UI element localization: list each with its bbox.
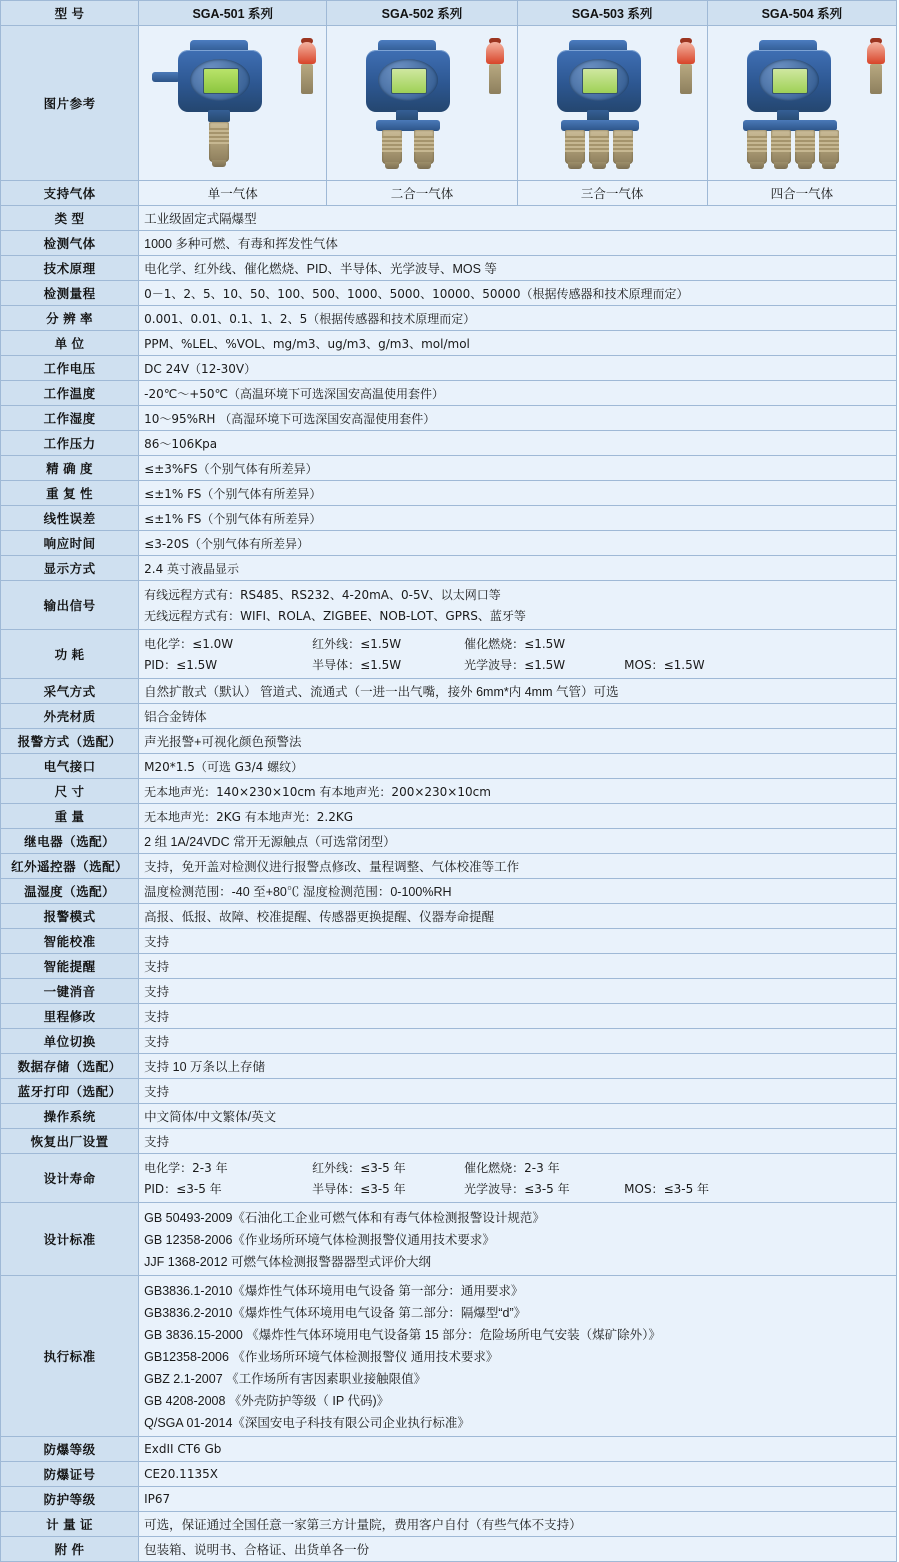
standard-line: GB 4208-2008 《外壳防护等级（ IP 代码)》: [144, 1394, 390, 1408]
table-row: [1, 754, 897, 779]
model-header-504: SGA-504 系列: [707, 1, 896, 26]
row-value: 电化学、红外线、催化燃烧、PID、半导体、光学波导、MOS 等: [139, 256, 897, 281]
sensor-rings: [209, 128, 229, 144]
row-value: ≤±1% FS（个别气体有所差异）: [139, 506, 897, 531]
table-row: [1, 804, 897, 829]
sensor-tip: [385, 162, 399, 169]
table-row: [1, 331, 897, 356]
row-label: 一键消音: [1, 979, 139, 1004]
table-row-design-standards: [1, 1203, 897, 1276]
gas-support-501: 单一气体: [139, 181, 327, 206]
table-row: [1, 506, 897, 531]
detector-illustration-dual: [332, 32, 512, 174]
row-label: 技术原理: [1, 256, 139, 281]
sensor-tip: [212, 160, 226, 167]
table-row: [1, 1029, 897, 1054]
row-label: 检测气体: [1, 231, 139, 256]
row-label-power: 功 耗: [1, 630, 139, 679]
row-label: 重 复 性: [1, 481, 139, 506]
sensor-rings: [819, 136, 839, 152]
row-label: 报警方式（选配）: [1, 729, 139, 754]
row-value: 2 组 1A/24VDC 常开无源触点（可选常闭型）: [139, 829, 897, 854]
sensor-probe: [589, 130, 609, 164]
row-value: 支持: [139, 1129, 897, 1154]
sensor-probe: [565, 130, 585, 164]
table-row: [1, 531, 897, 556]
model-header-502: SGA-502 系列: [327, 1, 517, 26]
row-value: 无本地声光：140×230×10cm 有本地声光：200×230×10cm: [139, 779, 897, 804]
row-value: 支持: [139, 954, 897, 979]
sensor-tip: [750, 162, 764, 169]
gas-support-504: 四合一气体: [707, 181, 896, 206]
row-value: 包装箱、说明书、合格证、出货单各一份: [139, 1537, 897, 1562]
detector-illustration-triple: [523, 32, 703, 174]
detector-illustration-single: [144, 32, 324, 174]
row-value: -20℃～+50℃（高温环境下可选深国安高温使用套件）: [139, 381, 897, 406]
beacon-post-icon: [301, 64, 313, 94]
sensor-rings: [565, 136, 585, 152]
table-row: [1, 356, 897, 381]
row-label: 重 量: [1, 804, 139, 829]
standard-line: GB 50493-2009《石油化工企业可燃气体和有毒气体检测报警设计规范》: [144, 1211, 545, 1225]
table-row: [1, 1079, 897, 1104]
sensor-probe: [747, 130, 767, 164]
row-label: 精 确 度: [1, 456, 139, 481]
row-value: 工业级固定式隔爆型: [139, 206, 897, 231]
table-row: [1, 854, 897, 879]
life-item: 电化学：2-3 年: [144, 1161, 228, 1175]
sensor-rings: [382, 136, 402, 152]
power-item: 催化燃烧：≤1.5W: [464, 637, 566, 651]
row-value: 0.001、0.01、0.1、1、2、5（根据传感器和技术原理而定）: [139, 306, 897, 331]
row-label: 检测量程: [1, 281, 139, 306]
row-value: CE20.1135X: [139, 1462, 897, 1487]
sensor-probe: [382, 130, 402, 164]
model-header-503: SGA-503 系列: [517, 1, 707, 26]
sensor-probe: [795, 130, 815, 164]
row-label: 计 量 证: [1, 1512, 139, 1537]
life-item: 红外线：≤3-5 年: [312, 1161, 406, 1175]
row-label: 温湿度（选配）: [1, 879, 139, 904]
table-row: [1, 1437, 897, 1462]
table-row: [1, 1462, 897, 1487]
sensor-rings: [771, 136, 791, 152]
row-label: 类 型: [1, 206, 139, 231]
row-value-power: [139, 630, 897, 679]
row-label: 线性误差: [1, 506, 139, 531]
row-label: 报警模式: [1, 904, 139, 929]
gas-support-502: 二合一气体: [327, 181, 517, 206]
standard-line: GB3836.1-2010《爆炸性气体环境用电气设备 第一部分：通用要求》: [144, 1284, 524, 1298]
table-row: [1, 954, 897, 979]
power-item: 半导体：≤1.5W: [312, 658, 402, 672]
table-row: [1, 206, 897, 231]
power-item: MOS：≤1.5W: [624, 658, 705, 672]
power-line-2: [144, 654, 891, 675]
device-faceplate: [759, 59, 819, 101]
beacon-post-icon: [870, 64, 882, 94]
sensor-rings: [613, 136, 633, 152]
row-label: 数据存储（选配）: [1, 1054, 139, 1079]
row-label-model: 型 号: [1, 1, 139, 26]
detector-illustration-quad: [713, 32, 893, 174]
device-display-screen: [391, 68, 427, 94]
row-value: 支持: [139, 929, 897, 954]
table-row: [1, 929, 897, 954]
sensor-tip: [822, 162, 836, 169]
life-item: PID：≤3-5 年: [144, 1182, 222, 1196]
device-display-screen: [203, 68, 239, 94]
gas-support-503: 三合一气体: [517, 181, 707, 206]
row-value: 铝合金铸体: [139, 704, 897, 729]
row-value: 支持 10 万条以上存储: [139, 1054, 897, 1079]
output-wireless-line: 无线远程方式有：WIFI、ROLA、ZIGBEE、NOB-LOT、GPRS、蓝牙等: [144, 609, 526, 623]
row-label: 工作电压: [1, 356, 139, 381]
product-image-501: [139, 26, 327, 181]
row-value: 高报、低报、故障、校准提醒、传感器更换提醒、仪器寿命提醒: [139, 904, 897, 929]
beacon-post-icon: [680, 64, 692, 94]
row-label: 智能校准: [1, 929, 139, 954]
row-label: 工作温度: [1, 381, 139, 406]
device-display-screen: [582, 68, 618, 94]
sensor-probe: [613, 130, 633, 164]
device-faceplate: [190, 59, 250, 101]
row-value-design-life: [139, 1154, 897, 1203]
row-label: 蓝牙打印（选配）: [1, 1079, 139, 1104]
row-value-execution-standards: [139, 1276, 897, 1437]
row-label: 工作压力: [1, 431, 139, 456]
device-housing: [557, 50, 641, 112]
row-value: 86～106Kpa: [139, 431, 897, 456]
alarm-lamp-icon: [298, 42, 316, 64]
power-item: 光学波导：≤1.5W: [464, 658, 566, 672]
sensor-tip: [417, 162, 431, 169]
sensor-probe: [771, 130, 791, 164]
alarm-lamp-icon: [486, 42, 504, 64]
row-label: 响应时间: [1, 531, 139, 556]
table-row: [1, 1537, 897, 1562]
table-row: [1, 281, 897, 306]
alarm-beacon-assembly: [484, 42, 506, 98]
device-display-screen: [772, 68, 808, 94]
table-row: [1, 556, 897, 581]
row-label: 防爆证号: [1, 1462, 139, 1487]
table-row: [1, 1054, 897, 1079]
row-value: 1000 多种可燃、有毒和挥发性气体: [139, 231, 897, 256]
life-line-2: [144, 1178, 891, 1199]
table-row: [1, 704, 897, 729]
row-value: 温度检测范围：-40 至+80℃ 湿度检测范围：0-100%RH: [139, 879, 897, 904]
row-value: 声光报警+可视化颜色预警法: [139, 729, 897, 754]
row-label: 智能提醒: [1, 954, 139, 979]
row-value: M20*1.5（可选 G3/4 螺纹）: [139, 754, 897, 779]
product-image-502: [327, 26, 517, 181]
sensor-tip: [616, 162, 630, 169]
sensor-tip: [592, 162, 606, 169]
row-label: 防护等级: [1, 1487, 139, 1512]
sensor-probe: [819, 130, 839, 164]
sensor-rings: [747, 136, 767, 152]
row-value-design-standards: [139, 1203, 897, 1276]
sensor-rings: [414, 136, 434, 152]
row-value: IP67: [139, 1487, 897, 1512]
table-row: [1, 381, 897, 406]
table-row: [1, 904, 897, 929]
life-item: 催化燃烧：2-3 年: [464, 1161, 560, 1175]
row-label: 防爆等级: [1, 1437, 139, 1462]
row-value: 自然扩散式（默认） 管道式、流通式（一进一出气嘴，接外 6mm*内 4mm 气管）可选: [139, 679, 897, 704]
table-row-model-header: [1, 1, 897, 26]
alarm-lamp-icon: [677, 42, 695, 64]
device-neck: [208, 110, 230, 122]
life-item: 光学波导：≤3-5 年: [464, 1182, 570, 1196]
row-value: 可选，保证通过全国任意一家第三方计量院，费用客户自付（有些气体不支持）: [139, 1512, 897, 1537]
life-item: 半导体：≤3-5 年: [312, 1182, 406, 1196]
table-row: [1, 256, 897, 281]
table-row: [1, 1004, 897, 1029]
table-row-design-life: [1, 1154, 897, 1203]
row-label: 单位切换: [1, 1029, 139, 1054]
output-wired-line: 有线远程方式有：RS485、RS232、4-20mA、0-5V、以太网口等: [144, 588, 501, 602]
row-label: 单 位: [1, 331, 139, 356]
alarm-lamp-icon: [867, 42, 885, 64]
power-item: PID：≤1.5W: [144, 658, 218, 672]
row-label: 尺 寸: [1, 779, 139, 804]
device-faceplate: [569, 59, 629, 101]
product-image-503: [517, 26, 707, 181]
row-label-gas-support: 支持气体: [1, 181, 139, 206]
standard-line: GB 3836.15-2000 《爆炸性气体环境用电气设备第 15 部分：危险场所电气安装（煤矿除外）》: [144, 1328, 661, 1342]
row-value: ≤3-20S（个别气体有所差异）: [139, 531, 897, 556]
table-row: [1, 1512, 897, 1537]
row-value: ≤±3%FS（个别气体有所差异）: [139, 456, 897, 481]
table-row: [1, 729, 897, 754]
sensor-rings: [589, 136, 609, 152]
table-row: [1, 779, 897, 804]
table-row: [1, 1129, 897, 1154]
table-row: [1, 1487, 897, 1512]
row-label-output-signal: 输出信号: [1, 581, 139, 630]
row-value: 支持: [139, 979, 897, 1004]
table-row: [1, 829, 897, 854]
row-label: 附 件: [1, 1537, 139, 1562]
standard-line: GBZ 2.1-2007 《工作场所有害因素职业接触限值》: [144, 1372, 427, 1386]
row-value: ≤±1% FS（个别气体有所差异）: [139, 481, 897, 506]
table-row: [1, 679, 897, 704]
sensor-tip: [774, 162, 788, 169]
sensor-probe: [209, 122, 229, 162]
row-value: 支持: [139, 1079, 897, 1104]
table-row: [1, 406, 897, 431]
table-row-gas-support: [1, 181, 897, 206]
standard-line: JJF 1368-2012 可燃气体检测报警器器型式评价大纲: [144, 1255, 432, 1269]
row-value: 10～95%RH （高湿环境下可选深国安高湿使用套件）: [139, 406, 897, 431]
row-label: 工作湿度: [1, 406, 139, 431]
row-label: 分 辨 率: [1, 306, 139, 331]
row-value: PPM、%LEL、%VOL、mg/m3、ug/m3、g/m3、mol/mol: [139, 331, 897, 356]
row-label: 显示方式: [1, 556, 139, 581]
table-row: [1, 481, 897, 506]
row-value: 支持: [139, 1029, 897, 1054]
row-value: 2.4 英寸液晶显示: [139, 556, 897, 581]
row-value-output-signal: [139, 581, 897, 630]
inlet-pipe-icon: [152, 72, 180, 82]
row-label: 采气方式: [1, 679, 139, 704]
row-value: DC 24V（12-30V）: [139, 356, 897, 381]
row-label-design-life: 设计寿命: [1, 1154, 139, 1203]
row-label-execution-standards: 执行标准: [1, 1276, 139, 1437]
row-value: 0－1、2、5、10、50、100、500、1000、5000、10000、50000（根据传感器和技术原理而定）: [139, 281, 897, 306]
model-header-501: SGA-501 系列: [139, 1, 327, 26]
device-housing: [178, 50, 262, 112]
standard-line: Q/SGA 01-2014《深国安电子科技有限公司企业执行标准》: [144, 1416, 470, 1430]
sensor-rings: [795, 136, 815, 152]
table-row: [1, 456, 897, 481]
table-row: [1, 1104, 897, 1129]
alarm-beacon-assembly: [296, 42, 318, 98]
row-label: 红外遥控器（选配）: [1, 854, 139, 879]
sensor-tip: [798, 162, 812, 169]
row-label: 操作系统: [1, 1104, 139, 1129]
row-label: 外壳材质: [1, 704, 139, 729]
device-housing: [747, 50, 831, 112]
alarm-beacon-assembly: [865, 42, 887, 98]
table-row-execution-standards: [1, 1276, 897, 1437]
row-value: 中文简体/中文繁体/英文: [139, 1104, 897, 1129]
power-item: 红外线：≤1.5W: [312, 637, 402, 651]
product-image-504: [707, 26, 896, 181]
sensor-probe: [414, 130, 434, 164]
table-row: [1, 306, 897, 331]
table-row-images: [1, 26, 897, 181]
alarm-beacon-assembly: [675, 42, 697, 98]
standard-line: GB3836.2-2010《爆炸性气体环境用电气设备 第二部分：隔爆型“d”》: [144, 1306, 527, 1320]
sensor-tip: [568, 162, 582, 169]
table-row-power: [1, 630, 897, 679]
row-label-design-standards: 设计标准: [1, 1203, 139, 1276]
table-row: [1, 431, 897, 456]
standard-line: GB12358-2006 《作业场所环境气体检测报警仪 通用技术要求》: [144, 1350, 499, 1364]
standard-line: GB 12358-2006《作业场所环境气体检测报警仪通用技术要求》: [144, 1233, 495, 1247]
table-row: [1, 979, 897, 1004]
row-label-image-reference: 图片参考: [1, 26, 139, 181]
row-value: 无本地声光：2KG 有本地声光：2.2KG: [139, 804, 897, 829]
power-item: 电化学：≤1.0W: [144, 637, 234, 651]
row-label: 里程修改: [1, 1004, 139, 1029]
power-line-1: [144, 633, 891, 654]
life-line-1: [144, 1157, 891, 1178]
row-label: 恢复出厂设置: [1, 1129, 139, 1154]
device-faceplate: [378, 59, 438, 101]
table-row-output-signal: [1, 581, 897, 630]
device-housing: [366, 50, 450, 112]
row-value: 支持，免开盖对检测仪进行报警点修改、量程调整、气体校准等工作: [139, 854, 897, 879]
row-label: 电气接口: [1, 754, 139, 779]
table-row: [1, 879, 897, 904]
life-item: MOS：≤3-5 年: [624, 1182, 710, 1196]
row-value: ExdII CT6 Gb: [139, 1437, 897, 1462]
row-value: 支持: [139, 1004, 897, 1029]
row-label: 继电器（选配）: [1, 829, 139, 854]
table-row: [1, 231, 897, 256]
beacon-post-icon: [489, 64, 501, 94]
